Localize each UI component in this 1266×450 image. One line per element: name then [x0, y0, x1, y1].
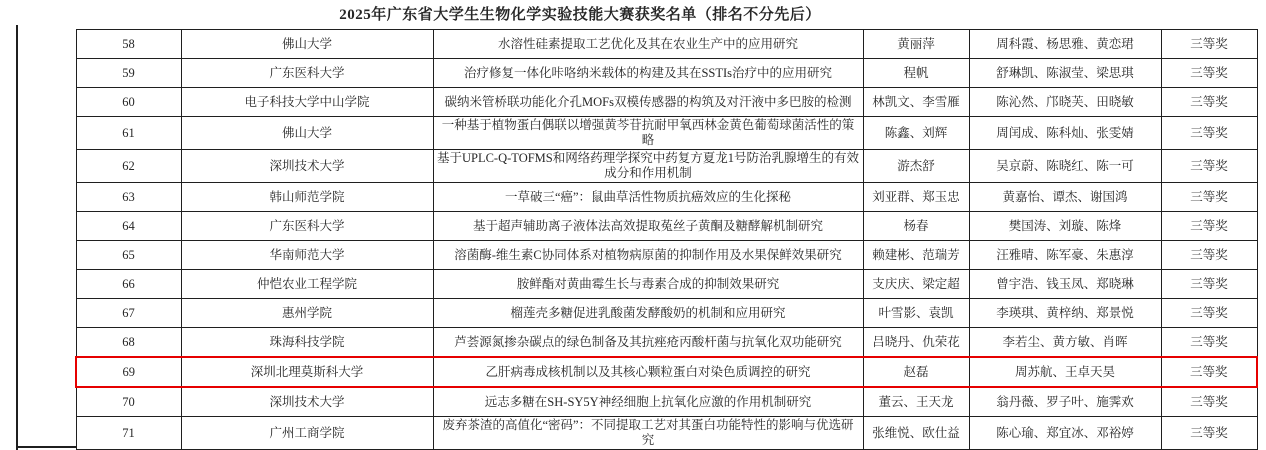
table-row	[76, 387, 1257, 417]
cell-members: 汪雅晴、陈军豪、朱惠淳	[969, 241, 1161, 270]
table-row	[76, 30, 1257, 59]
cell-leader: 黄丽萍	[863, 30, 969, 59]
cell-award: 三等奖	[1161, 299, 1257, 328]
table-row	[76, 117, 1257, 150]
cell-project: 乙肝病毒成核机制以及其核心颗粒蛋白对染色质调控的研究	[433, 357, 863, 387]
cell-university: 珠海科技学院	[181, 328, 433, 358]
cell-members: 陈沁然、邝晓芙、田晓敏	[969, 88, 1161, 117]
table-row	[76, 59, 1257, 88]
cell-award: 三等奖	[1161, 117, 1257, 150]
cell-award: 三等奖	[1161, 183, 1257, 212]
cell-project: 废弃茶渣的高值化“密码”：不同提取工艺对其蛋白功能特性的影响与优选研究	[433, 417, 863, 450]
cell-award: 三等奖	[1161, 241, 1257, 270]
cell-no: 61	[76, 117, 181, 150]
cell-members: 陈心瑜、郑宜冰、邓裕婷	[969, 417, 1161, 450]
table-row	[76, 183, 1257, 212]
table-row	[76, 150, 1257, 183]
cell-university: 深圳北理莫斯科大学	[181, 357, 433, 387]
table-row	[76, 270, 1257, 299]
cell-members: 周科霞、杨思雅、黄恋珺	[969, 30, 1161, 59]
cell-leader: 游杰舒	[863, 150, 969, 183]
cell-university: 电子科技大学中山学院	[181, 88, 433, 117]
cell-project: 一种基于植物蛋白偶联以增强黄芩苷抗耐甲氧西林金黄色葡萄球菌活性的策略	[433, 117, 863, 150]
cell-award: 三等奖	[1161, 387, 1257, 417]
cell-leader: 赖建彬、范瑞芳	[863, 241, 969, 270]
cell-leader: 叶雪影、袁凯	[863, 299, 969, 328]
cell-award: 三等奖	[1161, 357, 1257, 387]
cell-members: 樊国涛、刘璇、陈烽	[969, 212, 1161, 241]
cell-project: 胺鲜酯对黄曲霉生长与毒素合成的抑制效果研究	[433, 270, 863, 299]
cell-university: 广东医科大学	[181, 212, 433, 241]
cell-project: 远志多糖在SH-SY5Y神经细胞上抗氧化应激的作用机制研究	[433, 387, 863, 417]
award-table	[75, 29, 1258, 450]
cell-no: 63	[76, 183, 181, 212]
cell-university: 韩山师范学院	[181, 183, 433, 212]
cell-project: 治疗修复一体化咔咯纳米载体的构建及其在SSTIs治疗中的应用研究	[433, 59, 863, 88]
award-table-body	[76, 30, 1257, 450]
cell-leader: 刘亚群、郑玉忠	[863, 183, 969, 212]
table-row	[76, 212, 1257, 241]
cell-members: 周苏航、王卓天昊	[969, 357, 1161, 387]
cell-members: 曾宇浩、钱玉凤、郑晓琳	[969, 270, 1161, 299]
cell-project: 一草破三“癌”：鼠曲草活性物质抗癌效应的生化探秘	[433, 183, 863, 212]
cell-award: 三等奖	[1161, 212, 1257, 241]
cell-no: 59	[76, 59, 181, 88]
cell-award: 三等奖	[1161, 59, 1257, 88]
cell-no: 70	[76, 387, 181, 417]
cell-project: 水溶性硅素提取工艺优化及其在农业生产中的应用研究	[433, 30, 863, 59]
cell-leader: 支庆庆、梁定超	[863, 270, 969, 299]
cell-leader: 张维悦、欧仕益	[863, 417, 969, 450]
cell-project: 基于UPLC-Q-TOFMS和网络药理学探究中药复方夏龙1号防治乳腺增生的有效成分和作用机制	[433, 150, 863, 183]
cell-award: 三等奖	[1161, 88, 1257, 117]
cell-no: 65	[76, 241, 181, 270]
cell-project: 芦荟源氮掺杂碳点的绿色制备及其抗痤疮丙酸杆菌与抗氧化双功能研究	[433, 328, 863, 358]
cell-award: 三等奖	[1161, 417, 1257, 450]
cell-university: 深圳技术大学	[181, 150, 433, 183]
cell-leader: 赵磊	[863, 357, 969, 387]
cell-leader: 杨春	[863, 212, 969, 241]
cell-members: 舒琳凯、陈淑莹、梁思琪	[969, 59, 1161, 88]
cell-university: 深圳技术大学	[181, 387, 433, 417]
highlighted-row	[76, 357, 1257, 387]
cell-leader: 吕晓丹、仇荣花	[863, 328, 969, 358]
cell-university: 佛山大学	[181, 30, 433, 59]
cell-leader: 程帆	[863, 59, 969, 88]
cell-no: 64	[76, 212, 181, 241]
cell-members: 翁丹薇、罗子叶、施霁欢	[969, 387, 1161, 417]
table-row	[76, 328, 1257, 358]
cell-project: 榴莲壳多糖促进乳酸菌发酵酸奶的机制和应用研究	[433, 299, 863, 328]
cell-members: 周闰成、陈科灿、张雯婧	[969, 117, 1161, 150]
cell-university: 佛山大学	[181, 117, 433, 150]
cell-no: 68	[76, 328, 181, 358]
cell-university: 华南师范大学	[181, 241, 433, 270]
cell-no: 62	[76, 150, 181, 183]
cell-leader: 陈鑫、刘辉	[863, 117, 969, 150]
table-row	[76, 241, 1257, 270]
cell-leader: 董云、王天龙	[863, 387, 969, 417]
cell-award: 三等奖	[1161, 328, 1257, 358]
cell-university: 广东医科大学	[181, 59, 433, 88]
cell-members: 吴京蔚、陈晓红、陈一可	[969, 150, 1161, 183]
cell-university: 广州工商学院	[181, 417, 433, 450]
cropped-column-edge-line	[16, 25, 18, 450]
cell-no: 71	[76, 417, 181, 450]
cell-award: 三等奖	[1161, 150, 1257, 183]
cell-award: 三等奖	[1161, 30, 1257, 59]
cell-award: 三等奖	[1161, 270, 1257, 299]
cropped-column-bottom-line	[16, 446, 76, 448]
cell-members: 李若尘、黄方敏、肖晖	[969, 328, 1161, 358]
table-row	[76, 417, 1257, 450]
cell-university: 仲恺农业工程学院	[181, 270, 433, 299]
table-row	[76, 299, 1257, 328]
cell-project: 溶菌酶-维生素C协同体系对植物病原菌的抑制作用及水果保鲜效果研究	[433, 241, 863, 270]
cell-project: 碳纳米管桥联功能化介孔MOFs双模传感器的构筑及对汗液中多巴胺的检测	[433, 88, 863, 117]
cell-no: 60	[76, 88, 181, 117]
cell-project: 基于超声辅助离子液体法高效提取菟丝子黄酮及糖酵解机制研究	[433, 212, 863, 241]
cell-no: 58	[76, 30, 181, 59]
cell-university: 惠州学院	[181, 299, 433, 328]
cell-no: 66	[76, 270, 181, 299]
cell-no: 69	[76, 357, 181, 387]
table-row	[76, 88, 1257, 117]
cell-leader: 林凯文、李雪雁	[863, 88, 969, 117]
cell-members: 李瑛琪、黄梓纳、郑景悦	[969, 299, 1161, 328]
cell-no: 67	[76, 299, 181, 328]
page-title: 2025年广东省大学生生物化学实验技能大赛获奖名单（排名不分先后）	[339, 7, 821, 23]
cell-members: 黄嘉怡、谭杰、谢国鸿	[969, 183, 1161, 212]
